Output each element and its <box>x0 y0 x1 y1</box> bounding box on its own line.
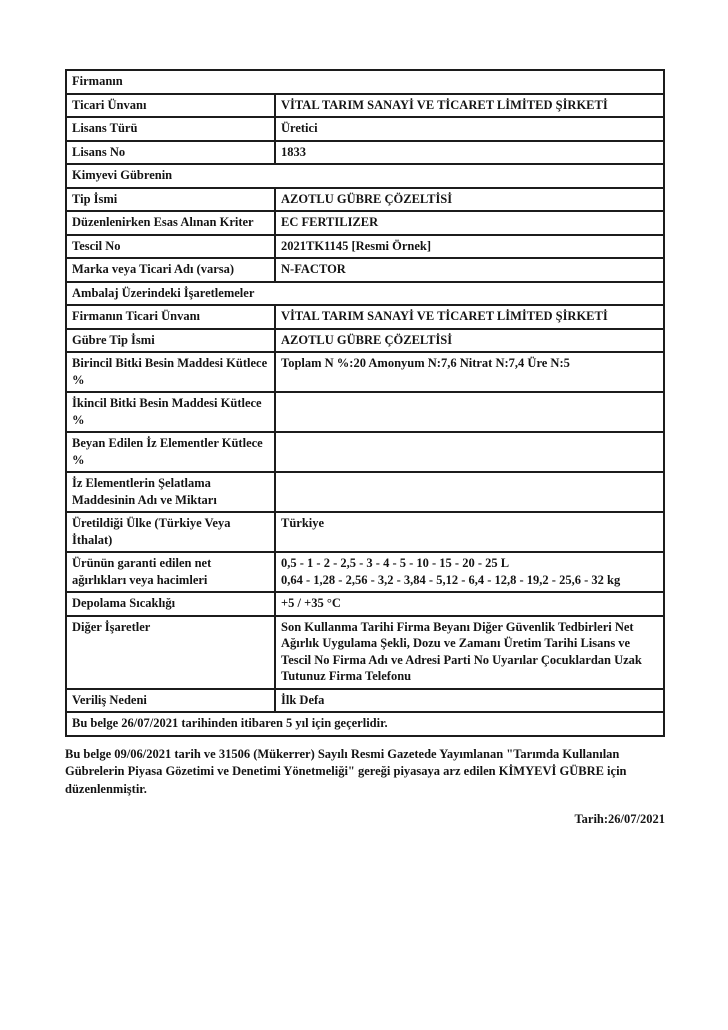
table-row <box>66 235 664 259</box>
row-value: Son Kullanma Tarihi Firma Beyanı Diğer Güvenlik Tedbirleri Net Ağırlık Uygulama Şekli, Dozu ve Zamanı Üretim Tarihi Lisans ve Tescil No Firma Adı ve Adresi Parti No Uyarılar Çocuklardan Uzak Tutunuz Firma Telefonu <box>275 616 664 689</box>
row-value: EC FERTILIZER <box>275 211 664 235</box>
row-value <box>275 472 664 512</box>
row-label: Birincil Bitki Besin Maddesi Kütlece % <box>66 352 275 392</box>
registration-table <box>65 69 665 737</box>
row-label: Depolama Sıcaklığı <box>66 592 275 616</box>
row-label: Diğer İşaretler <box>66 616 275 689</box>
row-value: N-FACTOR <box>275 258 664 282</box>
table-row <box>66 552 664 592</box>
section-header-row <box>66 70 664 94</box>
row-label: Düzenlenirken Esas Alınan Kriter <box>66 211 275 235</box>
section-header-row <box>66 282 664 306</box>
row-value: Toplam N %:20 Amonyum N:7,6 Nitrat N:7,4 Üre N:5 <box>275 352 664 392</box>
row-label: Lisans No <box>66 141 275 165</box>
section-header-ambalaj: Ambalaj Üzerindeki İşaretlemeler <box>66 282 664 306</box>
row-label: Marka veya Ticari Adı (varsa) <box>66 258 275 282</box>
row-label: Tip İsmi <box>66 188 275 212</box>
table-row <box>66 392 664 432</box>
value-line: 0,64 - 1,28 - 2,56 - 3,2 - 3,84 - 5,12 - 6,4 - 12,8 - 19,2 - 25,6 - 32 kg <box>281 572 621 587</box>
row-value: 2021TK1145 [Resmi Örnek] <box>275 235 664 259</box>
row-value: VİTAL TARIM SANAYİ VE TİCARET LİMİTED ŞİRKETİ <box>275 305 664 329</box>
row-value <box>275 392 664 432</box>
row-label: Tescil No <box>66 235 275 259</box>
row-value: AZOTLU GÜBRE ÇÖZELTİSİ <box>275 188 664 212</box>
validity-note: Bu belge 26/07/2021 tarihinden itibaren 5 yıl için geçerlidir. <box>66 712 664 736</box>
table-row <box>66 188 664 212</box>
table-row <box>66 211 664 235</box>
table-row <box>66 352 664 392</box>
table-row <box>66 94 664 118</box>
row-label: İz Elementlerin Şelatlama Maddesinin Adı ve Miktarı <box>66 472 275 512</box>
row-value: VİTAL TARIM SANAYİ VE TİCARET LİMİTED ŞİRKETİ <box>275 94 664 118</box>
row-label: Beyan Edilen İz Elementler Kütlece % <box>66 432 275 472</box>
row-value: Türkiye <box>275 512 664 552</box>
table-row <box>66 592 664 616</box>
footer-paragraph: Bu belge 09/06/2021 tarih ve 31506 (Mükerrer) Sayılı Resmi Gazetede Yayımlanan "Tarımda Kullanılan Gübrelerin Piyasa Gözetimi ve Denetimi Yönetmeliği" gereği piyasaya arz edilen KİMYEVİ GÜBRE için düzenlenmiştir. <box>65 746 627 796</box>
table-row <box>66 141 664 165</box>
row-label: Üretildiği Ülke (Türkiye Veya İthalat) <box>66 512 275 552</box>
table-row <box>66 329 664 353</box>
table-row <box>66 616 664 689</box>
row-value: AZOTLU GÜBRE ÇÖZELTİSİ <box>275 329 664 353</box>
value-line: 0,5 - 1 - 2 - 2,5 - 3 - 4 - 5 - 10 - 15 - 20 - 25 L <box>281 556 510 570</box>
table-row <box>66 305 664 329</box>
row-value <box>275 552 664 592</box>
row-label: Veriliş Nedeni <box>66 689 275 713</box>
document-date: Tarih:26/07/2021 <box>574 812 665 826</box>
row-value: +5 / +35 °C <box>275 592 664 616</box>
table-row <box>66 512 664 552</box>
table-row <box>66 472 664 512</box>
row-value: Üretici <box>275 117 664 141</box>
section-header-firmanin: Firmanın <box>66 70 664 94</box>
table-row <box>66 689 664 713</box>
validity-row <box>66 712 664 736</box>
row-value <box>275 432 664 472</box>
table-row <box>66 432 664 472</box>
table-row <box>66 117 664 141</box>
row-label: İkincil Bitki Besin Maddesi Kütlece % <box>66 392 275 432</box>
row-label: Gübre Tip İsmi <box>66 329 275 353</box>
row-value: 1833 <box>275 141 664 165</box>
row-label: Firmanın Ticari Ünvanı <box>66 305 275 329</box>
section-header-row <box>66 164 664 188</box>
row-label: Ürünün garanti edilen net ağırlıkları veya hacimleri <box>66 552 275 592</box>
row-label: Ticari Ünvanı <box>66 94 275 118</box>
table-row <box>66 258 664 282</box>
section-header-kimyevi-gubrenin: Kimyevi Gübrenin <box>66 164 664 188</box>
row-label: Lisans Türü <box>66 117 275 141</box>
row-value: İlk Defa <box>275 689 664 713</box>
